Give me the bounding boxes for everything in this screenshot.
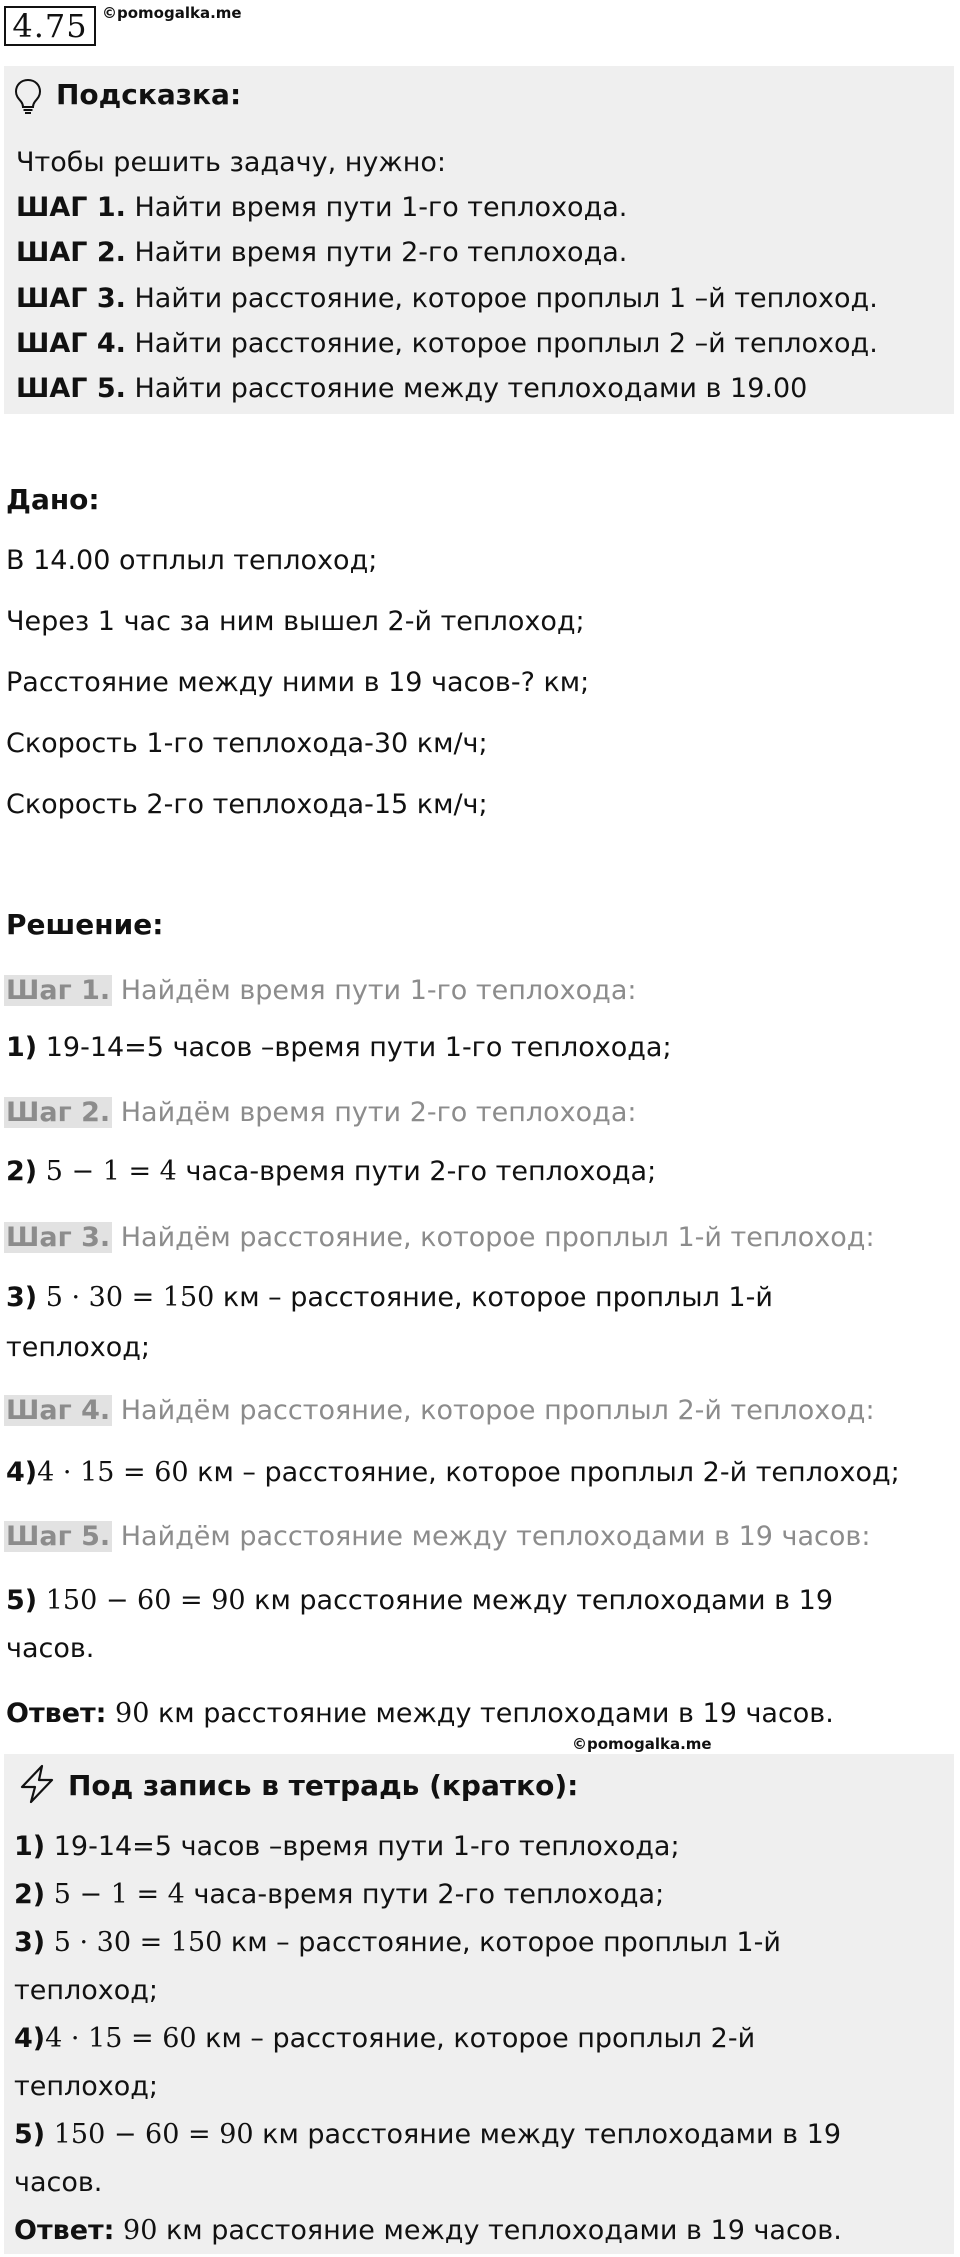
item-formula: 4 · 15 = 60 <box>37 1457 189 1488</box>
lightbulb-icon <box>14 78 42 114</box>
item-formula: 5 − 1 = 4 <box>45 1156 177 1187</box>
solution-item <box>6 1456 900 1490</box>
hint-step-text: Найти время пути 2-го теплохода. <box>134 237 628 268</box>
solution-step-label: Шаг 1. <box>6 975 111 1006</box>
solution-step-text: Найдём время пути 2-го теплохода: <box>120 1097 637 1128</box>
hint-step <box>16 327 878 361</box>
notebook-item <box>14 1926 781 1960</box>
solution-step-label: Шаг 4. <box>6 1395 111 1426</box>
solution-item <box>6 1281 773 1315</box>
solution-step <box>4 1394 875 1428</box>
notebook-item-continuation: теплоход; <box>14 1975 159 2006</box>
solution-step <box>4 1520 870 1554</box>
hint-step <box>16 191 627 225</box>
solution-step-text: Найдём расстояние между теплоходами в 19 часов: <box>120 1521 871 1552</box>
item-text: км – расстояние, которое проплыл 1-й <box>214 1282 773 1313</box>
item-text: км – расстояние, которое проплыл 2-й теплоход; <box>188 1457 900 1488</box>
item-formula: 5 − 1 = 4 <box>53 1879 185 1910</box>
item-text: часа-время пути 2-го теплохода; <box>184 1879 665 1910</box>
item-text: км – расстояние, которое проплыл 1-й <box>222 1927 781 1958</box>
solution-item-continuation: часов. <box>6 1633 95 1664</box>
solution-step-text: Найдём расстояние, которое проплыл 1-й теплоход: <box>120 1222 875 1253</box>
item-formula: 150 − 60 = 90 <box>45 1585 246 1616</box>
answer-label: Ответ: <box>6 1698 107 1729</box>
given-line: Расстояние между ними в 19 часов-? км; <box>6 667 590 698</box>
solution-step-label: Шаг 5. <box>6 1521 111 1552</box>
item-number: 3) <box>14 1927 46 1958</box>
item-number: 4) <box>6 1457 38 1488</box>
hint-step <box>16 282 878 316</box>
item-text: км расстояние между теплоходами в 19 <box>253 2119 842 2150</box>
solution-item-continuation: теплоход; <box>6 1332 151 1363</box>
solution-step <box>4 1096 636 1130</box>
hint-intro: Чтобы решить задачу, нужно: <box>16 147 446 178</box>
notebook-item-continuation: теплоход; <box>14 2071 159 2102</box>
item-text: 19-14=5 часов –время пути 1-го теплохода; <box>37 1032 672 1063</box>
given-line: Скорость 2-го теплохода-15 км/ч; <box>6 789 488 820</box>
solution-step-label: Шаг 2. <box>6 1097 111 1128</box>
notebook-title: Под запись в тетрадь (кратко): <box>68 1769 579 1802</box>
item-number: 4) <box>14 2023 46 2054</box>
item-number: 5) <box>6 1585 38 1616</box>
hint-step-text: Найти расстояние между теплоходами в 19.00 <box>134 373 808 404</box>
hint-step-text: Найти расстояние, которое проплыл 2 –й теплоход. <box>134 328 878 359</box>
given-title: Дано: <box>6 483 100 516</box>
answer-text: км расстояние между теплоходами в 19 часов. <box>157 2215 842 2246</box>
hint-title: Подсказка: <box>56 78 242 111</box>
notebook-item <box>14 2118 841 2152</box>
item-number: 5) <box>14 2119 46 2150</box>
item-number: 3) <box>6 1282 38 1313</box>
hint-step <box>16 372 807 406</box>
hint-step <box>16 236 627 270</box>
notebook-answer <box>14 2214 842 2248</box>
item-text: часа-время пути 2-го теплохода; <box>176 1156 657 1187</box>
item-formula: 150 − 60 = 90 <box>53 2119 254 2150</box>
hint-step-label: ШАГ 4. <box>16 328 126 359</box>
hint-step-label: ШАГ 5. <box>16 373 126 404</box>
hint-step-label: ШАГ 2. <box>16 237 126 268</box>
hint-step-label: ШАГ 3. <box>16 283 126 314</box>
lightning-icon <box>16 1763 58 1805</box>
solution-step <box>4 1221 875 1255</box>
item-formula: 5 · 30 = 150 <box>53 1927 223 1958</box>
problem-number: 4.75 <box>4 6 96 46</box>
solution-step-text: Найдём расстояние, которое проплыл 2-й теплоход: <box>120 1395 875 1426</box>
watermark-mid: ©pomogalka.me <box>572 1735 712 1753</box>
item-text: км расстояние между теплоходами в 19 <box>245 1585 834 1616</box>
given-line: В 14.00 отплыл теплоход; <box>6 545 378 576</box>
hint-step-text: Найти время пути 1-го теплохода. <box>134 192 628 223</box>
item-number: 2) <box>6 1156 38 1187</box>
answer-formula: 90 <box>115 1698 150 1729</box>
item-text: км – расстояние, которое проплыл 2-й <box>196 2023 756 2054</box>
hint-step-label: ШАГ 1. <box>16 192 126 223</box>
solution-step <box>4 974 636 1008</box>
watermark-top: ©pomogalka.me <box>102 4 242 22</box>
item-number: 2) <box>14 1879 46 1910</box>
solution-item <box>6 1155 656 1189</box>
given-line: Скорость 1-го теплохода-30 км/ч; <box>6 728 488 759</box>
item-number: 1) <box>6 1032 38 1063</box>
notebook-item <box>14 1878 664 1912</box>
answer-label: Ответ: <box>14 2215 115 2246</box>
answer-formula: 90 <box>123 2215 158 2246</box>
solution-item <box>6 1584 833 1618</box>
solution-answer <box>6 1697 834 1731</box>
notebook-item <box>14 1830 680 1864</box>
given-line: Через 1 час за ним вышел 2-й теплоход; <box>6 606 585 637</box>
solution-title: Решение: <box>6 908 164 941</box>
solution-item <box>6 1031 672 1065</box>
solution-step-text: Найдём время пути 1-го теплохода: <box>120 975 637 1006</box>
notebook-item-continuation: часов. <box>14 2167 103 2198</box>
item-text: 19-14=5 часов –время пути 1-го теплохода; <box>45 1831 680 1862</box>
item-number: 1) <box>14 1831 46 1862</box>
item-formula: 5 · 30 = 150 <box>45 1282 215 1313</box>
notebook-item <box>14 2022 755 2056</box>
solution-step-label: Шаг 3. <box>6 1222 111 1253</box>
answer-text: км расстояние между теплоходами в 19 часов. <box>149 1698 834 1729</box>
item-formula: 4 · 15 = 60 <box>45 2023 197 2054</box>
hint-step-text: Найти расстояние, которое проплыл 1 –й теплоход. <box>134 283 878 314</box>
